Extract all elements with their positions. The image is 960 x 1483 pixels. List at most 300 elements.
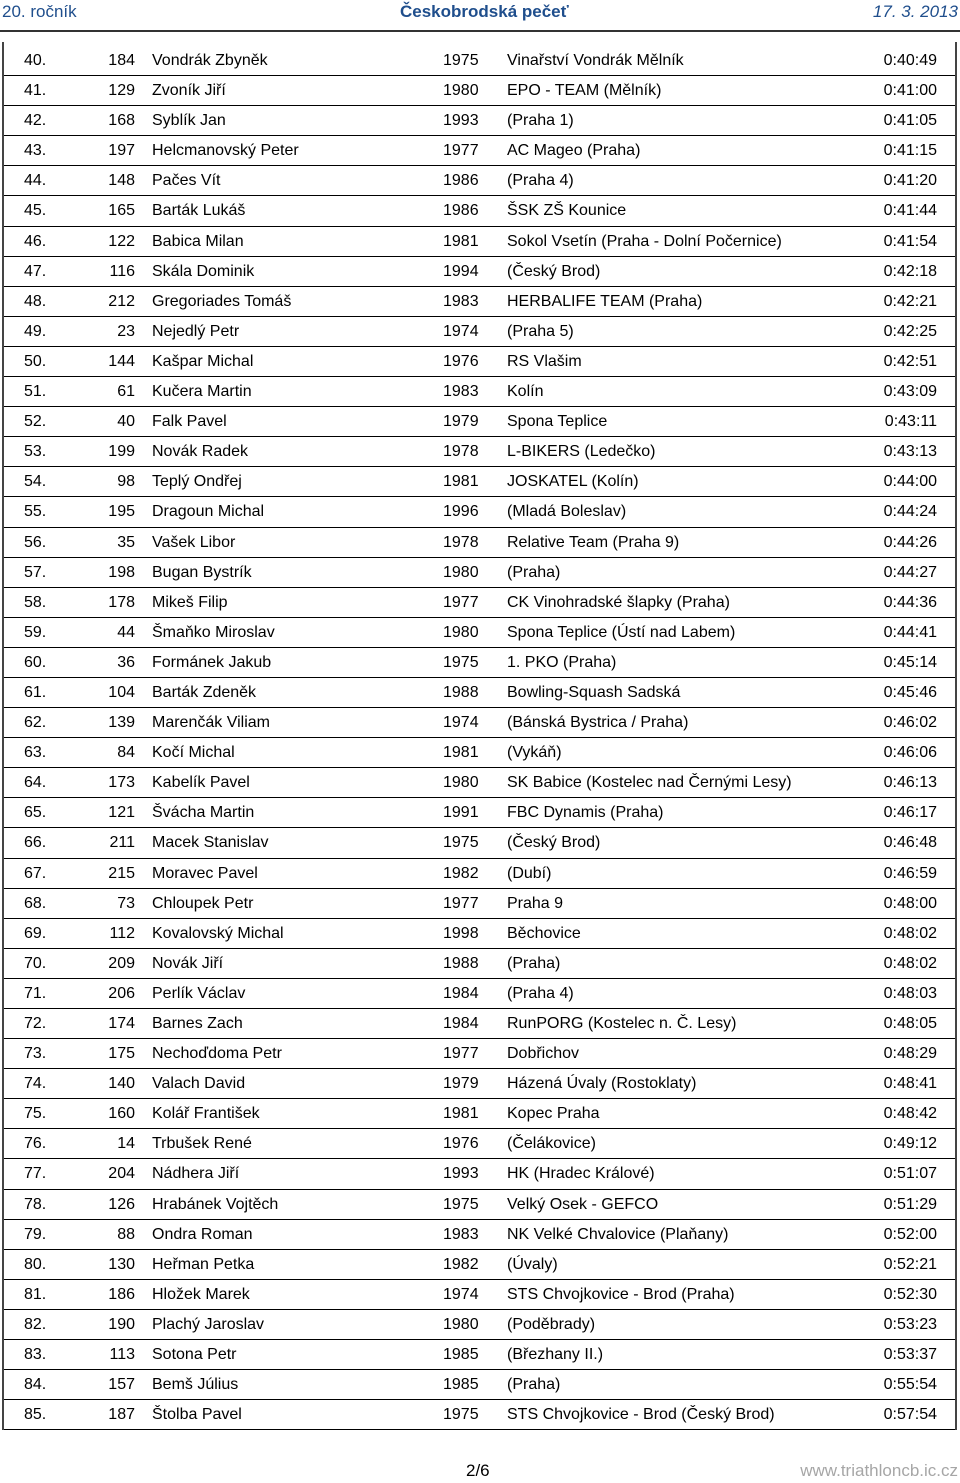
finish-time-cell: 0:48:00	[883, 894, 937, 912]
club-cell: (Praha)	[507, 563, 561, 581]
bib-number-cell: 140	[108, 1075, 135, 1093]
bib-number-cell: 184	[108, 52, 135, 69]
rank-cell: 73.	[24, 1045, 47, 1063]
finish-time-cell: 0:53:37	[883, 1346, 937, 1364]
finish-time-cell: 0:44:24	[883, 503, 937, 521]
athlete-name-cell: Perlík Václav	[152, 984, 246, 1002]
finish-time-cell: 0:41:20	[883, 172, 937, 190]
bib-number-cell: 130	[108, 1255, 135, 1273]
bib-number-cell: 144	[108, 352, 135, 370]
birth-year-cell: 1978	[443, 443, 479, 461]
birth-year-cell: 1974	[443, 322, 479, 340]
bib-number-cell: 40	[117, 413, 135, 431]
bib-number-cell: 84	[117, 744, 135, 762]
bib-number-cell: 209	[108, 954, 135, 972]
athlete-name-cell: Trbušek René	[152, 1135, 252, 1153]
bib-number-cell: 35	[117, 533, 135, 551]
rank-cell: 85.	[24, 1406, 47, 1424]
finish-time-cell: 0:40:49	[883, 52, 937, 69]
bib-number-cell: 129	[108, 82, 135, 100]
athlete-name-cell: Hložek Marek	[152, 1285, 250, 1303]
athlete-name-cell: Kučera Martin	[152, 383, 252, 401]
table-row	[4, 708, 955, 738]
bib-number-cell: 160	[108, 1105, 135, 1123]
rank-cell: 61.	[24, 683, 47, 701]
table-row	[4, 76, 955, 106]
athlete-name-cell: Mikeš Filip	[152, 593, 228, 611]
rank-cell: 46.	[24, 232, 47, 250]
bib-number-cell: 23	[117, 322, 135, 340]
rank-cell: 82.	[24, 1315, 47, 1333]
table-row	[4, 317, 955, 347]
finish-time-cell: 0:45:14	[883, 653, 937, 671]
athlete-name-cell: Šmaňko Miroslav	[152, 623, 275, 641]
club-cell: (Mladá Boleslav)	[507, 503, 627, 521]
bib-number-cell: 157	[108, 1376, 135, 1394]
rank-cell: 42.	[24, 112, 47, 130]
club-cell: HERBALIFE TEAM (Praha)	[507, 292, 703, 310]
bib-number-cell: 197	[108, 142, 135, 160]
birth-year-cell: 1986	[443, 202, 479, 220]
club-cell: Kolín	[507, 383, 544, 401]
rank-cell: 49.	[24, 322, 47, 340]
finish-time-cell: 0:48:29	[883, 1045, 937, 1063]
athlete-name-cell: Nechoďdoma Petr	[152, 1045, 282, 1063]
birth-year-cell: 1993	[443, 112, 479, 130]
club-cell: (Český Brod)	[507, 262, 601, 280]
rank-cell: 69.	[24, 924, 47, 942]
table-row	[4, 1099, 955, 1129]
birth-year-cell: 1982	[443, 864, 479, 882]
birth-year-cell: 1977	[443, 593, 479, 611]
athlete-name-cell: Kočí Michal	[152, 744, 235, 762]
club-cell: Spona Teplice	[507, 413, 608, 431]
bib-number-cell: 178	[108, 593, 135, 611]
athlete-name-cell: Macek Stanislav	[152, 834, 269, 852]
birth-year-cell: 1980	[443, 1315, 479, 1333]
bib-number-cell: 211	[109, 834, 135, 852]
birth-year-cell: 1984	[443, 984, 479, 1002]
finish-time-cell: 0:46:13	[883, 774, 937, 792]
table-row	[4, 1190, 955, 1220]
birth-year-cell: 1980	[443, 623, 479, 641]
finish-time-cell: 0:44:27	[883, 563, 937, 581]
club-cell: JOSKATEL (Kolín)	[507, 473, 639, 491]
athlete-name-cell: Kabelík Pavel	[152, 774, 250, 792]
bib-number-cell: 116	[109, 262, 135, 280]
club-cell: Praha 9	[507, 894, 564, 912]
club-cell: EPO - TEAM (Mělník)	[507, 82, 662, 100]
rank-cell: 54.	[24, 473, 47, 491]
table-row	[4, 618, 955, 648]
athlete-name-cell: Syblík Jan	[152, 112, 226, 130]
finish-time-cell: 0:41:15	[883, 142, 937, 160]
athlete-name-cell: Formánek Jakub	[152, 653, 272, 671]
finish-time-cell: 0:48:05	[883, 1015, 937, 1032]
bib-number-cell: 126	[108, 1195, 135, 1213]
rank-cell: 64.	[24, 774, 47, 792]
finish-time-cell: 0:41:44	[883, 202, 937, 220]
athlete-name-cell: Štolba Pavel	[152, 1406, 242, 1424]
finish-time-cell: 0:57:54	[883, 1406, 937, 1424]
athlete-name-cell: Babica Milan	[152, 232, 244, 250]
bib-number-cell: 73	[117, 894, 135, 912]
table-row	[4, 497, 955, 527]
rank-cell: 83.	[24, 1346, 47, 1364]
club-cell: HK (Hradec Králové)	[507, 1165, 655, 1183]
birth-year-cell: 1978	[443, 533, 479, 551]
birth-year-cell: 1988	[443, 954, 479, 972]
rank-cell: 52.	[24, 413, 47, 431]
event-title: Českobrodská pečeť	[400, 2, 569, 21]
table-row	[4, 106, 955, 136]
club-cell: (Praha 4)	[507, 984, 574, 1002]
bib-number-cell: 215	[108, 864, 135, 882]
rank-cell: 62.	[24, 714, 47, 732]
club-cell: (Březhany II.)	[507, 1346, 604, 1364]
bib-number-cell: 212	[108, 292, 135, 310]
finish-time-cell: 0:42:21	[883, 292, 937, 310]
table-row	[4, 828, 955, 858]
finish-time-cell: 0:46:48	[883, 834, 937, 852]
table-row	[4, 949, 955, 979]
bib-number-cell: 44	[117, 623, 135, 641]
finish-time-cell: 0:42:18	[883, 262, 937, 280]
header-divider	[0, 30, 960, 32]
finish-time-cell: 0:44:00	[883, 473, 937, 491]
bib-number-cell: 112	[109, 924, 135, 942]
athlete-name-cell: Vondrák Zbyněk	[152, 52, 268, 69]
athlete-name-cell: Gregoriades Tomáš	[152, 292, 292, 310]
birth-year-cell: 1974	[443, 714, 479, 732]
athlete-name-cell: Nádhera Jiří	[152, 1165, 240, 1183]
finish-time-cell: 0:46:17	[883, 804, 937, 822]
table-row	[4, 196, 955, 226]
bib-number-cell: 174	[108, 1015, 135, 1032]
rank-cell: 59.	[24, 623, 47, 641]
birth-year-cell: 1993	[443, 1165, 479, 1183]
birth-year-cell: 1998	[443, 924, 479, 942]
table-row	[4, 558, 955, 588]
athlete-name-cell: Vašek Libor	[152, 533, 236, 551]
club-cell: (Poděbrady)	[507, 1315, 596, 1333]
club-cell: CK Vinohradské šlapky (Praha)	[507, 593, 730, 611]
rank-cell: 71.	[24, 984, 47, 1002]
table-row	[4, 1220, 955, 1250]
bib-number-cell: 204	[108, 1165, 135, 1183]
table-row	[4, 407, 955, 437]
edition-label: 20. ročník	[2, 2, 77, 21]
rank-cell: 47.	[24, 262, 47, 280]
finish-time-cell: 0:44:26	[883, 533, 937, 551]
finish-time-cell: 0:48:02	[883, 954, 937, 972]
birth-year-cell: 1977	[443, 894, 479, 912]
rank-cell: 56.	[24, 533, 47, 551]
club-cell: FBC Dynamis (Praha)	[507, 804, 664, 822]
bib-number-cell: 36	[117, 653, 135, 671]
rank-cell: 66.	[24, 834, 47, 852]
table-row	[4, 136, 955, 166]
event-date: 17. 3. 2013	[872, 2, 958, 21]
birth-year-cell: 1996	[443, 503, 479, 521]
rank-cell: 40.	[24, 52, 47, 69]
table-row	[4, 798, 955, 828]
rank-cell: 41.	[24, 82, 47, 100]
club-cell: Sokol Vsetín (Praha - Dolní Počernice)	[507, 232, 782, 250]
club-cell: (Praha 4)	[507, 172, 574, 190]
birth-year-cell: 1975	[443, 1195, 479, 1213]
athlete-name-cell: Sotona Petr	[152, 1346, 237, 1364]
birth-year-cell: 1984	[443, 1015, 479, 1032]
bib-number-cell: 139	[108, 714, 135, 732]
rank-cell: 65.	[24, 804, 47, 822]
athlete-name-cell: Kašpar Michal	[152, 352, 254, 370]
finish-time-cell: 0:48:03	[883, 984, 937, 1002]
birth-year-cell: 1980	[443, 774, 479, 792]
finish-time-cell: 0:51:29	[883, 1195, 937, 1213]
rank-cell: 55.	[24, 503, 47, 521]
club-cell: Spona Teplice (Ústí nad Labem)	[507, 623, 736, 641]
birth-year-cell: 1983	[443, 292, 479, 310]
athlete-name-cell: Barták Zdeněk	[152, 683, 257, 701]
finish-time-cell: 0:55:54	[883, 1376, 937, 1394]
athlete-name-cell: Heřman Petka	[152, 1255, 255, 1273]
athlete-name-cell: Barnes Zach	[152, 1015, 243, 1032]
birth-year-cell: 1980	[443, 82, 479, 100]
finish-time-cell: 0:46:06	[883, 744, 937, 762]
table-row	[4, 859, 955, 889]
finish-time-cell: 0:42:51	[883, 352, 937, 370]
table-row	[4, 437, 955, 467]
bib-number-cell: 61	[117, 383, 135, 401]
birth-year-cell: 1975	[443, 653, 479, 671]
club-cell: NK Velké Chvalovice (Plaňany)	[507, 1225, 729, 1243]
finish-time-cell: 0:51:07	[883, 1165, 937, 1183]
athlete-name-cell: Barták Lukáš	[152, 202, 246, 220]
bib-number-cell: 198	[108, 563, 135, 581]
athlete-name-cell: Zvoník Jiří	[152, 82, 226, 100]
table-row	[4, 648, 955, 678]
athlete-name-cell: Skála Dominik	[152, 262, 255, 280]
club-cell: Dobřichov	[507, 1045, 580, 1063]
birth-year-cell: 1975	[443, 1406, 479, 1424]
finish-time-cell: 0:52:00	[883, 1225, 937, 1243]
bib-number-cell: 175	[108, 1045, 135, 1063]
birth-year-cell: 1977	[443, 142, 479, 160]
club-cell: ŠSK ZŠ Kounice	[507, 202, 627, 220]
birth-year-cell: 1981	[443, 1105, 479, 1123]
table-row	[4, 1039, 955, 1069]
rank-cell: 76.	[24, 1135, 47, 1153]
table-row	[4, 1370, 955, 1400]
athlete-name-cell: Švácha Martin	[152, 804, 255, 822]
birth-year-cell: 1986	[443, 172, 479, 190]
finish-time-cell: 0:46:59	[883, 864, 937, 882]
birth-year-cell: 1976	[443, 352, 479, 370]
bib-number-cell: 88	[117, 1225, 135, 1243]
table-row	[4, 528, 955, 558]
birth-year-cell: 1981	[443, 232, 479, 250]
club-cell: Velký Osek - GEFCO	[507, 1195, 659, 1213]
bib-number-cell: 165	[108, 202, 135, 220]
finish-time-cell: 0:46:02	[883, 714, 937, 732]
table-row	[4, 467, 955, 497]
finish-time-cell: 0:43:09	[883, 383, 937, 401]
bib-number-cell: 113	[109, 1346, 135, 1364]
athlete-name-cell: Valach David	[152, 1075, 246, 1093]
club-cell: Kopec Praha	[507, 1105, 600, 1123]
table-row	[4, 347, 955, 377]
club-cell: Běchovice	[507, 924, 581, 942]
website-link[interactable]: www.triathloncb.ic.cz	[800, 1461, 958, 1480]
page-header	[0, 0, 960, 28]
table-row	[4, 1340, 955, 1370]
birth-year-cell: 1994	[443, 262, 479, 280]
bib-number-cell: 199	[108, 443, 135, 461]
finish-time-cell: 0:48:42	[883, 1105, 937, 1123]
rank-cell: 60.	[24, 653, 47, 671]
athlete-name-cell: Marenčák Viliam	[152, 714, 270, 732]
athlete-name-cell: Moravec Pavel	[152, 864, 258, 882]
table-row	[4, 1069, 955, 1099]
birth-year-cell: 1981	[443, 473, 479, 491]
athlete-name-cell: Teplý Ondřej	[152, 473, 242, 491]
birth-year-cell: 1982	[443, 1255, 479, 1273]
rank-cell: 77.	[24, 1165, 47, 1183]
birth-year-cell: 1980	[443, 563, 479, 581]
athlete-name-cell: Pačes Vít	[152, 172, 221, 190]
birth-year-cell: 1974	[443, 1285, 479, 1303]
club-cell: (Čelákovice)	[507, 1135, 596, 1153]
club-cell: RS Vlašim	[507, 352, 582, 370]
birth-year-cell: 1981	[443, 744, 479, 762]
birth-year-cell: 1983	[443, 383, 479, 401]
birth-year-cell: 1985	[443, 1346, 479, 1364]
athlete-name-cell: Dragoun Michal	[152, 503, 265, 521]
rank-cell: 53.	[24, 443, 47, 461]
club-cell: (Praha)	[507, 954, 561, 972]
birth-year-cell: 1975	[443, 834, 479, 852]
athlete-name-cell: Ondra Roman	[152, 1225, 253, 1243]
finish-time-cell: 0:48:02	[883, 924, 937, 942]
rank-cell: 50.	[24, 352, 47, 370]
club-cell: RunPORG (Kostelec n. Č. Lesy)	[507, 1015, 737, 1032]
birth-year-cell: 1979	[443, 1075, 479, 1093]
rank-cell: 63.	[24, 744, 47, 762]
birth-year-cell: 1988	[443, 683, 479, 701]
finish-time-cell: 0:41:05	[883, 112, 937, 130]
rank-cell: 75.	[24, 1105, 47, 1123]
rank-cell: 48.	[24, 292, 47, 310]
table-row	[4, 46, 955, 76]
finish-time-cell: 0:49:12	[883, 1135, 937, 1153]
bib-number-cell: 195	[108, 503, 135, 521]
rank-cell: 80.	[24, 1255, 47, 1273]
club-cell: SK Babice (Kostelec nad Černými Lesy)	[507, 774, 792, 792]
athlete-name-cell: Bugan Bystrík	[152, 563, 252, 581]
finish-time-cell: 0:43:11	[884, 413, 937, 431]
finish-time-cell: 0:41:54	[883, 232, 937, 250]
results-table	[4, 46, 955, 1430]
athlete-name-cell: Hrabánek Vojtěch	[152, 1195, 279, 1213]
bib-number-cell: 168	[108, 112, 135, 130]
club-cell: (Bánská Bystrica / Praha)	[507, 714, 689, 732]
rank-cell: 44.	[24, 172, 47, 190]
athlete-name-cell: Bemš Július	[152, 1376, 239, 1394]
rank-cell: 43.	[24, 142, 47, 160]
rank-cell: 70.	[24, 954, 47, 972]
finish-time-cell: 0:44:36	[883, 593, 937, 611]
table-row	[4, 377, 955, 407]
bib-number-cell: 122	[108, 232, 135, 250]
finish-time-cell: 0:44:41	[883, 623, 937, 641]
club-cell: STS Chvojkovice - Brod (Praha)	[507, 1285, 735, 1303]
bib-number-cell: 14	[117, 1135, 135, 1153]
rank-cell: 84.	[24, 1376, 47, 1394]
finish-time-cell: 0:42:25	[883, 322, 937, 340]
club-cell: AC Mageo (Praha)	[507, 142, 641, 160]
birth-year-cell: 1977	[443, 1045, 479, 1063]
rank-cell: 51.	[24, 383, 47, 401]
bib-number-cell: 173	[108, 774, 135, 792]
rank-cell: 81.	[24, 1285, 47, 1303]
club-cell: (Dubí)	[507, 864, 552, 882]
finish-time-cell: 0:48:41	[883, 1075, 937, 1093]
page-number: 2/6	[466, 1461, 490, 1480]
finish-time-cell: 0:41:00	[883, 82, 937, 100]
birth-year-cell: 1976	[443, 1135, 479, 1153]
birth-year-cell: 1991	[443, 804, 479, 822]
finish-time-cell: 0:52:21	[883, 1255, 937, 1273]
rank-cell: 72.	[24, 1015, 47, 1032]
table-row	[4, 1250, 955, 1280]
table-row	[4, 257, 955, 287]
table-row	[4, 678, 955, 708]
birth-year-cell: 1983	[443, 1225, 479, 1243]
bib-number-cell: 98	[117, 473, 135, 491]
table-row	[4, 919, 955, 949]
rank-cell: 45.	[24, 202, 47, 220]
table-row	[4, 768, 955, 798]
bib-number-cell: 186	[108, 1285, 135, 1303]
finish-time-cell: 0:52:30	[883, 1285, 937, 1303]
table-row	[4, 1129, 955, 1159]
table-row	[4, 1400, 955, 1430]
table-row	[4, 738, 955, 768]
table-row	[4, 227, 955, 257]
birth-year-cell: 1975	[443, 52, 479, 69]
club-cell: (Úvaly)	[507, 1255, 558, 1273]
rank-cell: 68.	[24, 894, 47, 912]
athlete-name-cell: Novák Jiří	[152, 954, 224, 972]
table-row	[4, 1159, 955, 1189]
club-cell: 1. PKO (Praha)	[507, 653, 617, 671]
birth-year-cell: 1985	[443, 1376, 479, 1394]
club-cell: (Praha)	[507, 1376, 561, 1394]
club-cell: Relative Team (Praha 9)	[507, 533, 680, 551]
bib-number-cell: 121	[108, 804, 135, 822]
rank-cell: 58.	[24, 593, 47, 611]
finish-time-cell: 0:43:13	[883, 443, 937, 461]
athlete-name-cell: Helcmanovský Peter	[152, 142, 299, 160]
athlete-name-cell: Kovalovský Michal	[152, 924, 284, 942]
athlete-name-cell: Plachý Jaroslav	[152, 1315, 265, 1333]
table-row	[4, 166, 955, 196]
table-row	[4, 979, 955, 1009]
club-cell: Vinařství Vondrák Mělník	[507, 52, 684, 69]
bib-number-cell: 104	[108, 683, 135, 701]
table-row	[4, 287, 955, 317]
